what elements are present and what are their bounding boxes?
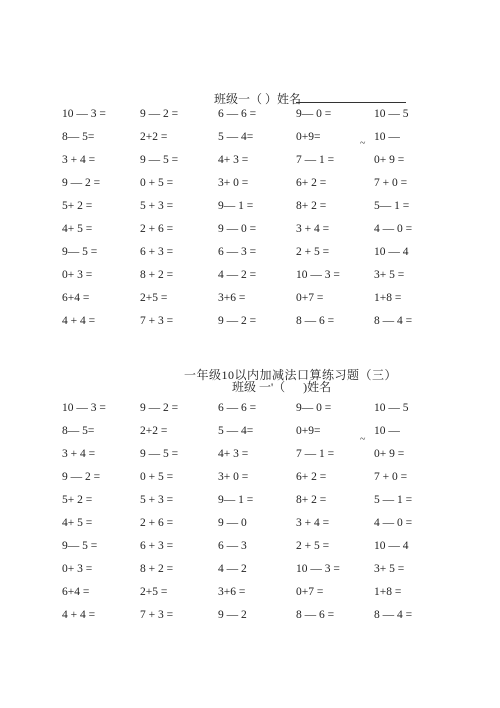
problem: 9 — 2 = — [140, 402, 179, 414]
problem: 0+9= — [296, 131, 321, 143]
problem: 10 — 4 — [374, 540, 409, 552]
problem: 7 + 3 = — [140, 609, 174, 621]
problem: 9 — 5 = — [140, 154, 179, 166]
problem: 6 + 3 = — [140, 246, 174, 258]
problem: 5 — 4= — [218, 131, 254, 143]
problem: 3 + 4 = — [62, 448, 96, 460]
problem: 4+ 5 = — [62, 517, 93, 529]
problem: 8 — 4 = — [374, 609, 413, 621]
problem: 5+ 2 = — [62, 494, 93, 506]
problem: 10 — 3 = — [62, 108, 106, 120]
problem: 3 + 4 = — [296, 223, 330, 235]
problem: 6 + 3 = — [140, 540, 174, 552]
problem: 10 — — [374, 131, 400, 143]
problem: 9 — 5 = — [140, 448, 179, 460]
problem: 10 — 4 — [374, 246, 409, 258]
problem: 2+5 = — [140, 292, 168, 304]
problem: 5 — 4= — [218, 425, 254, 437]
name-underline — [296, 102, 406, 103]
problem: 0+ 9 = — [374, 154, 405, 166]
problem: 4+ 3 = — [218, 154, 249, 166]
problem: 1+8 = — [374, 292, 402, 304]
problem: 7 + 3 = — [140, 315, 174, 327]
problem: 0+7 = — [296, 586, 324, 598]
problem: 2 + 5 = — [296, 246, 330, 258]
problem: 9 — 2 = — [62, 471, 101, 483]
worksheet-title: 一年级10以内加减法口算练习题（三） — [184, 368, 398, 382]
problem: 8 — 6 = — [296, 609, 335, 621]
problem: 4 — 0 = — [374, 517, 413, 529]
problem: 2+5 = — [140, 586, 168, 598]
problem: 5 — 1 = — [374, 494, 413, 506]
problem: 9 — 2 — [218, 609, 247, 621]
problem: 0 + 5 = — [140, 471, 174, 483]
problem: 0+ 9 = — [374, 448, 405, 460]
problem: 3+ 5 = — [374, 563, 405, 575]
problem: 9— 1 = — [218, 494, 254, 506]
problem: 5+ 2 = — [62, 200, 93, 212]
problem: 10 — — [374, 425, 400, 437]
problem: 9— 0 = — [296, 108, 332, 120]
problem: 4 — 0 = — [374, 223, 413, 235]
problem: 9— 5 = — [62, 540, 98, 552]
problem: 8+ 2 = — [296, 494, 327, 506]
problem: 9 — 2 = — [140, 108, 179, 120]
problem: 9— 0 = — [296, 402, 332, 414]
problem: 2+2 = — [140, 425, 168, 437]
problem: 9— 1 = — [218, 200, 254, 212]
problem: 0+ 3 = — [62, 563, 93, 575]
stray-mark: ~ — [360, 434, 366, 445]
problem: 6 — 3 — [218, 540, 247, 552]
problem: 9 — 0 = — [218, 223, 257, 235]
problem: 6 — 6 = — [218, 402, 257, 414]
problem: 7 — 1 = — [296, 154, 335, 166]
problem: 9— 5 = — [62, 246, 98, 258]
problem: 4+ 5 = — [62, 223, 93, 235]
problem: 3+ 5 = — [374, 269, 405, 281]
problem: 2+2 = — [140, 131, 168, 143]
class-name-line: 班级一（ ）姓名 — [214, 92, 302, 106]
problem: 0+7 = — [296, 292, 324, 304]
problem: 0+9= — [296, 425, 321, 437]
problem: 8 — 4 = — [374, 315, 413, 327]
problem: 8— 5= — [62, 131, 95, 143]
problem: 4 + 4 = — [62, 315, 96, 327]
problem: 8+ 2 = — [296, 200, 327, 212]
problem: 8 — 6 = — [296, 315, 335, 327]
problem: 9 — 2 = — [218, 315, 257, 327]
problem: 7 — 1 = — [296, 448, 335, 460]
problem: 4 — 2 — [218, 563, 247, 575]
problem: 0 + 5 = — [140, 177, 174, 189]
problem: 4 + 4 = — [62, 609, 96, 621]
problem: 4 — 2 = — [218, 269, 257, 281]
problem: 5 + 3 = — [140, 494, 174, 506]
problem: 8— 5= — [62, 425, 95, 437]
problem: 6 — 3 = — [218, 246, 257, 258]
problem: 10 — 3 = — [62, 402, 106, 414]
problem: 1+8 = — [374, 586, 402, 598]
problem: 3+ 0 = — [218, 471, 249, 483]
problem: 6 — 6 = — [218, 108, 257, 120]
problem: 6+4 = — [62, 292, 90, 304]
problem: 9 — 2 = — [62, 177, 101, 189]
problem: 7 + 0 = — [374, 177, 408, 189]
class-name-line: 班级 一'（ )姓名 — [232, 380, 332, 394]
problem: 10 — 3 = — [296, 269, 340, 281]
problem: 5— 1 = — [374, 200, 410, 212]
problem: 2 + 5 = — [296, 540, 330, 552]
problem: 6+ 2 = — [296, 177, 327, 189]
problem: 10 — 5 — [374, 108, 409, 120]
problem: 8 + 2 = — [140, 269, 174, 281]
problem: 6+4 = — [62, 586, 90, 598]
problem: 10 — 3 = — [296, 563, 340, 575]
problem: 4+ 3 = — [218, 448, 249, 460]
problem: 9 — 0 — [218, 517, 247, 529]
problem: 10 — 5 — [374, 402, 409, 414]
problem: 3 + 4 = — [296, 517, 330, 529]
stray-mark: ~ — [360, 138, 366, 149]
problem: 7 + 0 = — [374, 471, 408, 483]
problem: 3+6 = — [218, 586, 246, 598]
problem: 3 + 4 = — [62, 154, 96, 166]
problem: 2 + 6 = — [140, 223, 174, 235]
problem: 5 + 3 = — [140, 200, 174, 212]
problem: 2 + 6 = — [140, 517, 174, 529]
problem: 3+6 = — [218, 292, 246, 304]
problem: 0+ 3 = — [62, 269, 93, 281]
problem: 3+ 0 = — [218, 177, 249, 189]
problem: 6+ 2 = — [296, 471, 327, 483]
problem: 8 + 2 = — [140, 563, 174, 575]
